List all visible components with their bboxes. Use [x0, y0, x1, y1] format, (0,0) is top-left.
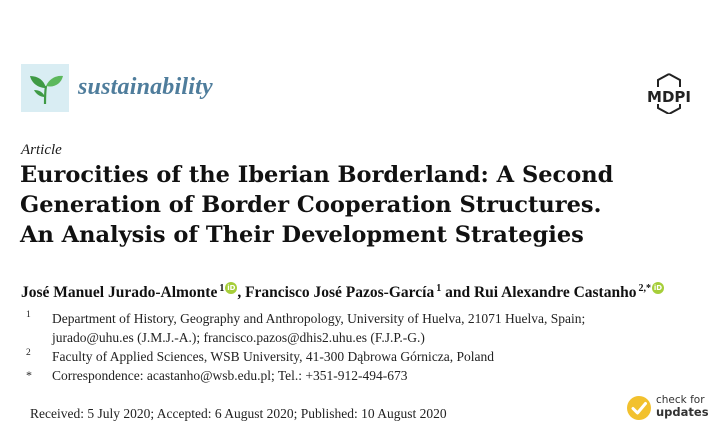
- author-name[interactable]: Rui Alexandre Castanho: [473, 284, 637, 301]
- publication-dates: Received: 5 July 2020; Accepted: 6 August 2020; Published: 10 August 2020: [30, 406, 447, 421]
- check-updates-line1: check for: [656, 394, 705, 406]
- title-line: Generation of Border Cooperation Structures.: [20, 192, 602, 218]
- article-title: [20, 160, 660, 250]
- publisher-name: MDPI: [647, 88, 691, 106]
- author-affil-sup: 1: [436, 283, 442, 294]
- publisher-hexagon-icon: [669, 74, 680, 87]
- affiliation-line: Department of History, Geography and Anthropology, University of Huelva, 21071 Huelva, Spain;: [52, 311, 586, 326]
- check-updates-line2: updates: [656, 405, 709, 419]
- correspondence-item: [26, 366, 706, 385]
- affiliation-mark: *: [26, 368, 32, 382]
- author-name[interactable]: José Manuel Jurado-Almonte: [21, 284, 218, 301]
- author-separator: ,: [237, 284, 246, 301]
- check-for-updates-button[interactable]: [626, 393, 712, 425]
- orcid-icon[interactable]: iD: [653, 284, 663, 292]
- affiliation-line: Faculty of Applied Sciences, WSB University, 41-300 Dąbrowa Górnicza, Poland: [52, 349, 495, 364]
- journal-logo: [21, 64, 69, 112]
- check-updates-icon: [626, 395, 652, 421]
- article-type: Article: [21, 142, 62, 158]
- author-affil-sup: 1: [219, 283, 225, 294]
- affiliation-line: jurado@uhu.es (J.M.J.-A.); francisco.pazos@dhis2.uhu.es (F.J.P.-G.): [52, 330, 425, 345]
- affiliation-mark: 1: [26, 310, 31, 320]
- author-separator: and: [441, 284, 474, 301]
- author-affil-sup: 2,*: [638, 283, 651, 294]
- affiliation-item: [26, 309, 706, 347]
- author-list: [21, 282, 711, 302]
- publisher-logo[interactable]: [636, 72, 702, 114]
- journal-name[interactable]: sustainability: [78, 74, 213, 100]
- affiliation-item: [26, 347, 706, 366]
- orcid-icon[interactable]: iD: [227, 284, 236, 292]
- sprout-icon: [21, 64, 69, 112]
- title-line: Eurocities of the Iberian Borderland: A Second: [20, 162, 614, 188]
- affiliations: [26, 309, 706, 385]
- title-line: An Analysis of Their Development Strategies: [20, 222, 584, 248]
- affiliation-mark: 2: [26, 348, 31, 358]
- correspondence-line: Correspondence: acastanho@wsb.edu.pl; Tel.: +351-912-494-673: [52, 368, 408, 383]
- author-name[interactable]: Francisco José Pazos-García: [245, 284, 435, 301]
